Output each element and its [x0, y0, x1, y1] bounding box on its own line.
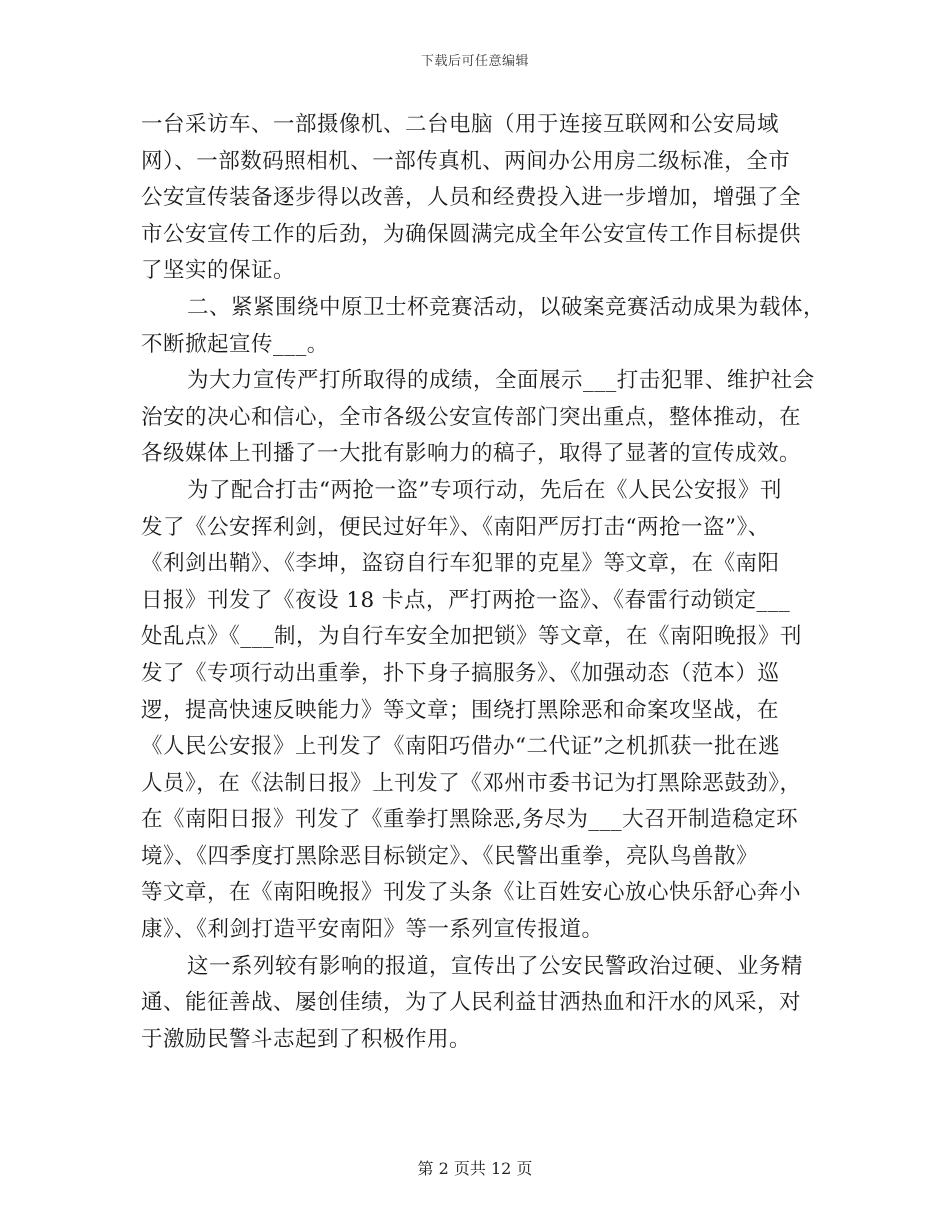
text-line: 了坚实的保证。 — [141, 258, 296, 284]
document-body — [141, 107, 826, 1058]
text-line: 于激励民警斗志起到了积极作用。 — [141, 1026, 472, 1052]
text-line: 一台采访车、一部摄像机、二台电脑（用于连接互联网和公安局域 — [141, 112, 780, 137]
text-line: 为了配合打击“两抢一盗”专项行动，先后在《人民公安报》刊 — [187, 477, 782, 503]
text-line: 为大力宣传严打所取得的成绩，全面展示___打击犯罪、维护社会 — [187, 368, 815, 394]
paragraph — [141, 290, 826, 363]
text-line: 二、紧紧围绕中原卫士杯竞赛活动，以破案竞赛活动成果为载体， — [187, 294, 826, 320]
text-line: 等文章，在《南阳晚报》刊发了头条《让百姓安心放心快乐舒心奔小 — [141, 880, 802, 906]
text-line: 这一系列较有影响的报道，宣传出了公安民警政治过硬、业务精 — [187, 953, 804, 979]
page-header: 下载后可任意编辑 — [420, 54, 529, 69]
text-line: 处乱点》《___制，为自行车安全加把锁》等文章，在《南阳晚报》刊 — [141, 624, 803, 650]
text-line: 逻，提高快速反映能力》等文章；围绕打黑除恶和命案攻坚战，在 — [141, 697, 780, 723]
paragraph — [141, 949, 811, 1059]
text-line: 市公安宣传工作的后劲，为确保圆满完成全年公安宣传工作目标提供 — [141, 221, 802, 247]
paragraph — [141, 107, 811, 290]
text-line: 公安宣传装备逐步得以改善，人员和经费投入进一步增加，增强了全 — [141, 185, 802, 211]
text-line: 不断掀起宣传___。 — [141, 331, 329, 357]
text-line: 日报》刊发了《夜设 18 卡点，严打两抢一盗》、《春雷行动锁定___ — [141, 587, 791, 613]
text-line: 康》、《利剑打造平安南阳》等一系列宣传报道。 — [141, 917, 604, 943]
text-line: 治安的决心和信心，全市各级公安宣传部门突出重点，整体推动，在 — [141, 404, 802, 430]
paragraph — [141, 363, 815, 473]
text-line: 《利剑出鞘》、《李坤，盗窃自行车犯罪的克星》等文章，在《南阳 — [141, 551, 780, 577]
text-line: 人员》，在《法制日报》上刊发了《邓州市委书记为打黑除恶鼓劲》， — [141, 770, 802, 796]
text-line: 在《南阳日报》刊发了《重拳打黑除恶,务尽为___大召开制造稳定环 — [141, 807, 799, 833]
text-line: 各级媒体上刊播了一大批有影响力的稿子，取得了显著的宣传成效。 — [141, 441, 802, 467]
text-line: 境》、《四季度打黑除恶目标锁定》、《民警出重拳，亮队鸟兽散》 — [141, 843, 759, 869]
page-footer: 第 2 页共 12 页 — [417, 1159, 533, 1178]
text-line: 网）、一部数码照相机、一部传真机、两间办公用房二级标准，全市 — [141, 148, 791, 174]
text-line: 通、能征善战、屡创佳绩，为了人民利益甘洒热血和汗水的风采，对 — [141, 990, 802, 1016]
text-line: 《人民公安报》上刊发了《南阳巧借办“二代证”之机抓获一批在逃 — [141, 734, 780, 760]
text-line: 发了《专项行动出重拳，扑下身子搞服务》、《加强动态（范本）巡 — [141, 660, 780, 686]
paragraph — [141, 473, 811, 949]
text-line: 发了《公安挥利剑，便民过好年》、《南阳严厉打击“两抢一盗”》、 — [141, 514, 770, 540]
